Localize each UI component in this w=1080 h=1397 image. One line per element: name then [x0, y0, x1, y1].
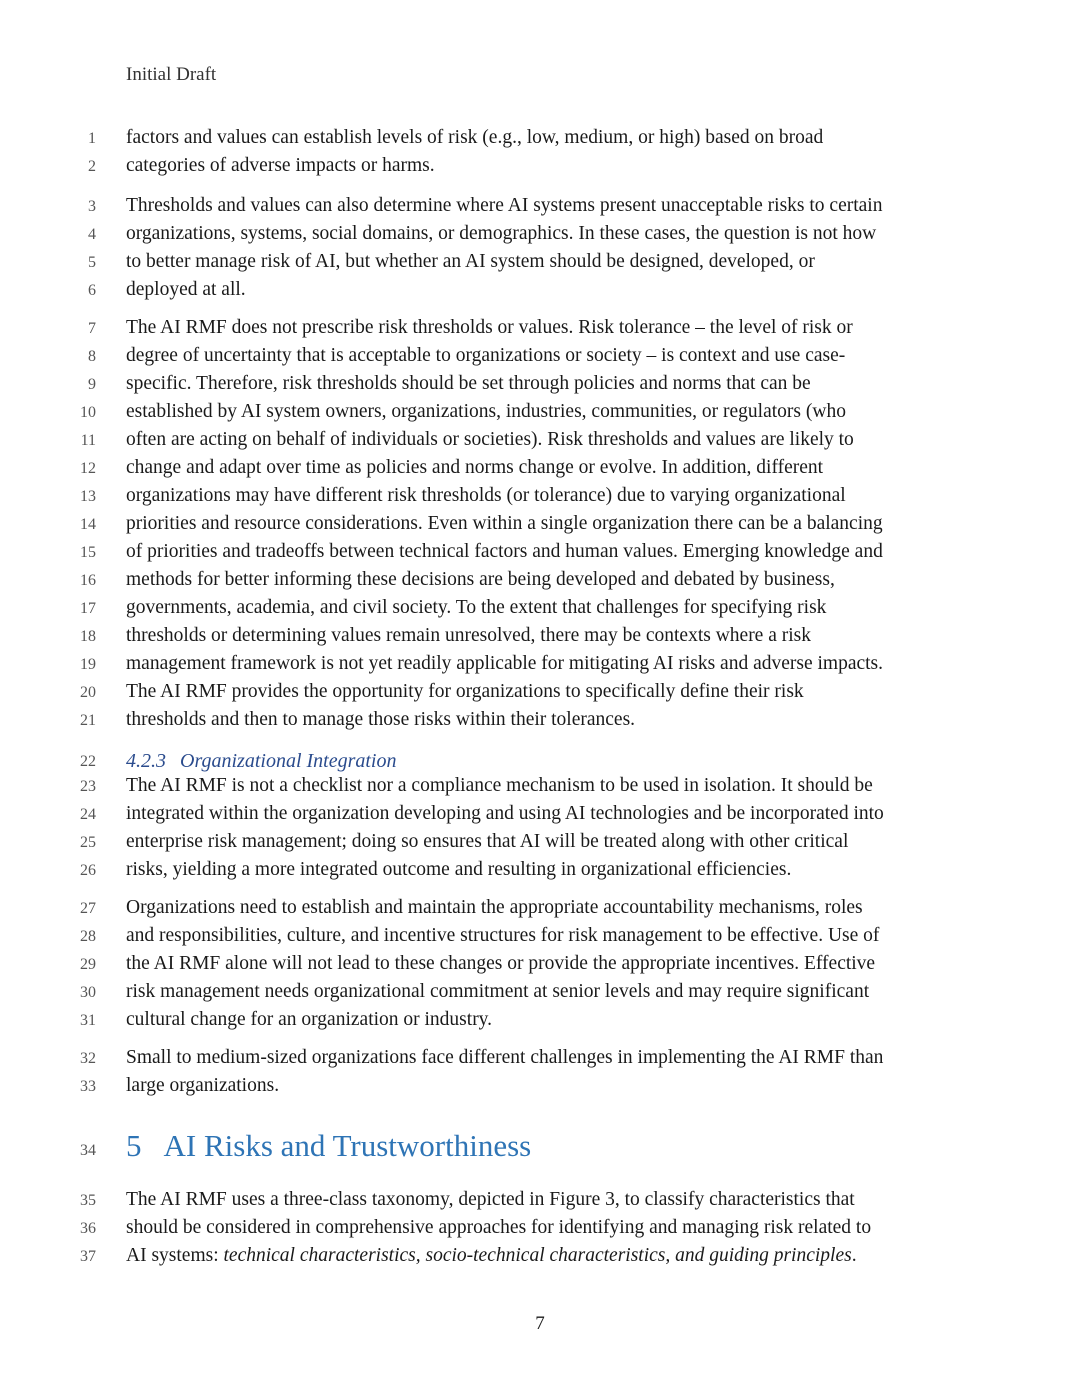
line-number: 36 [80, 1220, 96, 1237]
line-number: 31 [80, 1012, 96, 1029]
heading-text: AI Risks and Trustworthiness [163, 1128, 532, 1163]
line-number: 3 [88, 198, 96, 215]
line-number: 25 [80, 834, 96, 851]
text-line: methods for better informing these decisions are being developed and debated by business, [126, 569, 835, 590]
text-line: often are acting on behalf of individuals or societies). Risk thresholds and values are likely to [126, 429, 854, 450]
text-line: categories of adverse impacts or harms. [126, 155, 435, 176]
text-line: organizations may have different risk thresholds (or tolerance) due to varying organizational [126, 485, 846, 506]
text-line [126, 1245, 857, 1267]
line-number: 15 [80, 544, 96, 561]
section-heading [126, 1128, 531, 1164]
line-number: 16 [80, 572, 96, 589]
text-line: deployed at all. [126, 279, 246, 300]
text-line: degree of uncertainty that is acceptable to organizations or society – is context and use case- [126, 345, 846, 366]
line-number: 37 [80, 1248, 96, 1265]
text-line: cultural change for an organization or industry. [126, 1009, 493, 1030]
italic-run: technical characteristics, socio-technical characteristics, and guiding principles [223, 1245, 852, 1266]
heading-number: 5 [126, 1128, 142, 1163]
text-line: should be considered in comprehensive approaches for identifying and managing risk related to [126, 1217, 872, 1238]
text-line: enterprise risk management; doing so ensures that AI will be treated along with other critical [126, 831, 849, 852]
line-number: 23 [80, 778, 96, 795]
running-header: Initial Draft [126, 64, 217, 85]
text-line: integrated within the organization developing and using AI technologies and be incorporated into [126, 803, 884, 824]
line-number: 19 [80, 656, 96, 673]
text-line: Small to medium-sized organizations face different challenges in implementing the AI RMF than [126, 1047, 884, 1068]
text-run: . [851, 1245, 857, 1266]
text-line: large organizations. [126, 1075, 280, 1096]
text-line: factors and values can establish levels of risk (e.g., low, medium, or high) based on broad [126, 127, 824, 148]
text-line: Thresholds and values can also determine where AI systems present unacceptable risks to certain [126, 195, 883, 216]
line-number: 9 [88, 376, 96, 393]
line-number: 34 [80, 1142, 96, 1159]
line-number: 29 [80, 956, 96, 973]
line-number: 12 [80, 460, 96, 477]
line-number: 8 [88, 348, 96, 365]
text-line: The AI RMF does not prescribe risk thresholds or values. Risk tolerance – the level of risk or [126, 317, 853, 338]
line-number: 7 [88, 320, 96, 337]
text-line: established by AI system owners, organizations, industries, communities, or regulators (who [126, 401, 846, 422]
text-line: of priorities and tradeoffs between technical factors and human values. Emerging knowledge and [126, 541, 883, 562]
text-line: The AI RMF uses a three-class taxonomy, depicted in Figure 3, to classify characteristics that [126, 1189, 855, 1210]
text-line: specific. Therefore, risk thresholds should be set through policies and norms that can be [126, 373, 811, 394]
line-number: 33 [80, 1078, 96, 1095]
line-number: 5 [88, 254, 96, 271]
line-number: 17 [80, 600, 96, 617]
page-number: 7 [535, 1313, 545, 1334]
line-number: 6 [88, 282, 96, 299]
line-number: 22 [80, 753, 96, 770]
line-number: 14 [80, 516, 96, 533]
line-number: 4 [88, 226, 96, 243]
text-line: priorities and resource considerations. Even within a single organization there can be a balancing [126, 513, 883, 534]
line-number: 10 [80, 404, 96, 421]
text-line: and responsibilities, culture, and incentive structures for risk management to be effective. Use of [126, 925, 880, 946]
text-line: management framework is not yet readily applicable for mitigating AI risks and adverse impacts. [126, 653, 884, 674]
line-number: 1 [88, 130, 96, 147]
text-line: to better manage risk of AI, but whether an AI system should be designed, developed, or [126, 251, 815, 272]
text-run: AI systems: [126, 1245, 224, 1266]
text-line: organizations, systems, social domains, or demographics. In these cases, the question is not how [126, 223, 877, 244]
line-number: 2 [88, 158, 96, 175]
text-line: risks, yielding a more integrated outcome and resulting in organizational efficiencies. [126, 859, 792, 880]
line-number: 24 [80, 806, 96, 823]
text-line: thresholds or determining values remain unresolved, there may be contexts where a risk [126, 625, 811, 646]
line-number: 28 [80, 928, 96, 945]
heading-number: 4.2.3 [126, 750, 166, 772]
text-line: thresholds and then to manage those risks within their tolerances. [126, 709, 636, 730]
text-line: risk management needs organizational commitment at senior levels and may require significant [126, 981, 870, 1002]
line-number: 21 [80, 712, 96, 729]
line-number: 26 [80, 862, 96, 879]
text-line: The AI RMF provides the opportunity for organizations to specifically define their risk [126, 681, 804, 702]
line-number: 18 [80, 628, 96, 645]
text-line: governments, academia, and civil society. To the extent that challenges for specifying risk [126, 597, 827, 618]
line-number: 11 [80, 432, 96, 449]
subsection-heading [126, 750, 396, 773]
line-number: 35 [80, 1192, 96, 1209]
line-number: 13 [80, 488, 96, 505]
text-line: The AI RMF is not a checklist nor a compliance mechanism to be used in isolation. It should be [126, 775, 873, 796]
line-number: 30 [80, 984, 96, 1001]
text-line: change and adapt over time as policies and norms change or evolve. In addition, different [126, 457, 824, 478]
text-line: the AI RMF alone will not lead to these changes or provide the appropriate incentives. Effective [126, 953, 876, 974]
line-number: 27 [80, 900, 96, 917]
text-line: Organizations need to establish and maintain the appropriate accountability mechanisms, roles [126, 897, 863, 918]
line-number: 20 [80, 684, 96, 701]
line-number: 32 [80, 1050, 96, 1067]
heading-text: Organizational Integration [180, 750, 397, 772]
